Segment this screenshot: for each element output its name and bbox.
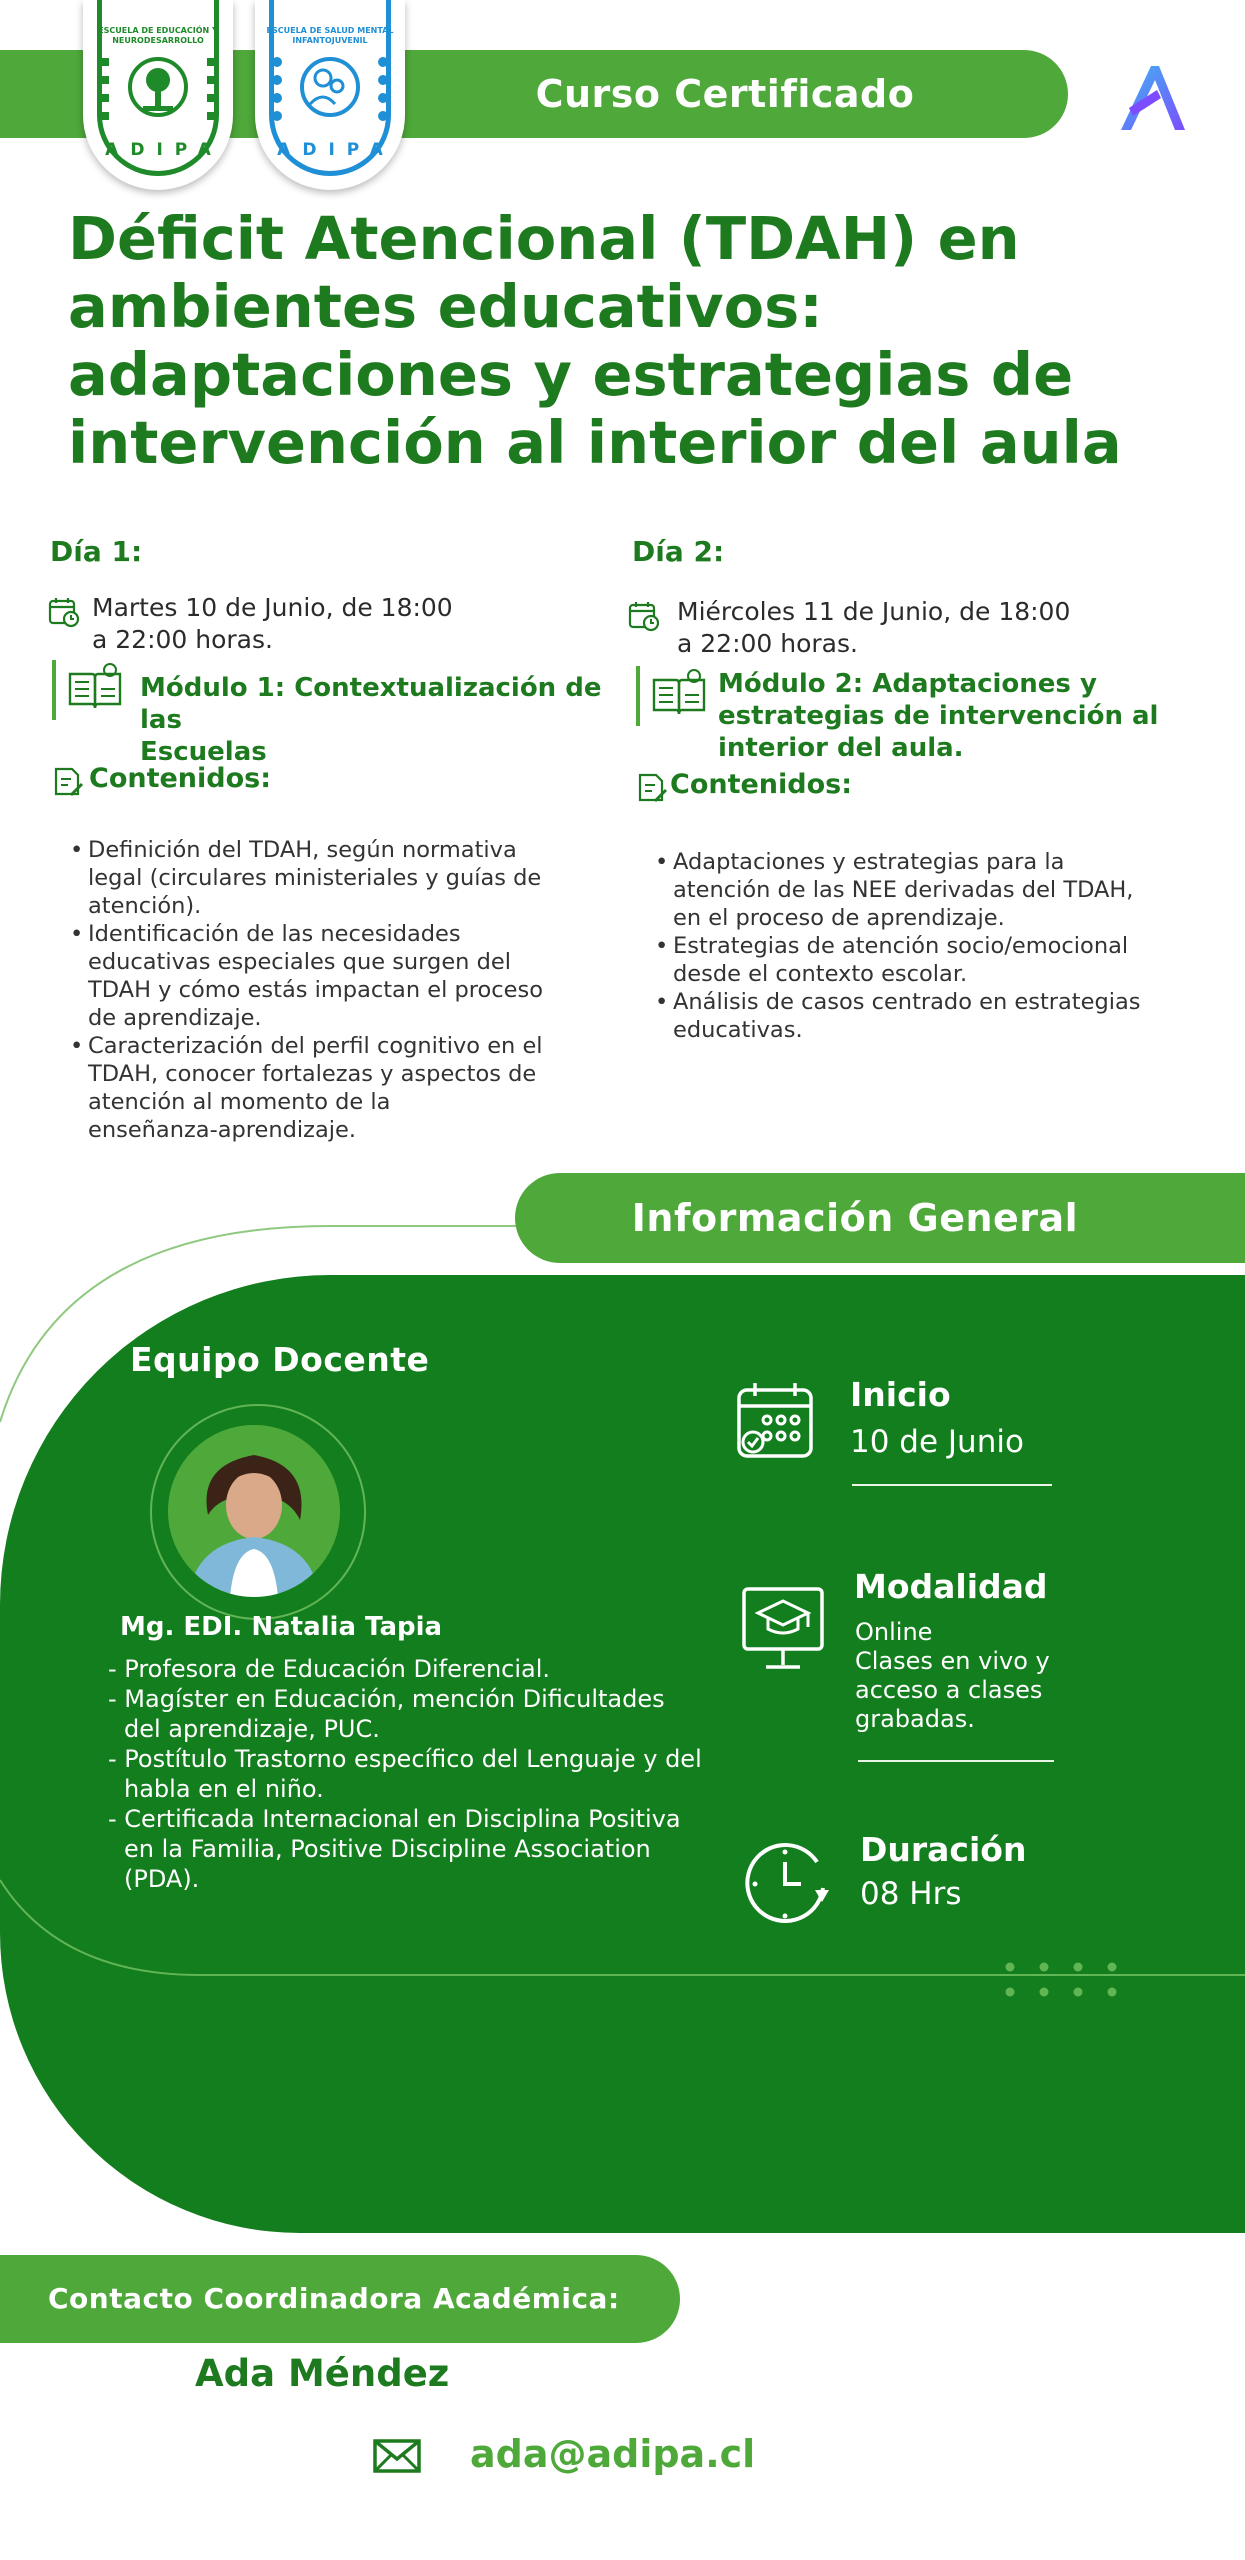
credential-line: - Postítulo Trastorno específico del Lenguaje y del habla en el niño. bbox=[108, 1745, 702, 1803]
document-edit-icon bbox=[52, 766, 84, 798]
open-book-icon bbox=[650, 666, 708, 720]
day2-date: Miércoles 11 de Junio, de 18:00 a 22:00 horas. bbox=[677, 597, 1071, 658]
clock-icon bbox=[743, 1840, 835, 1926]
contact-email-link[interactable]: ada@adipa.cl bbox=[470, 2432, 756, 2476]
logo-mental-health-school bbox=[255, 0, 405, 190]
dots-pattern-icon bbox=[97, 50, 219, 140]
day1-contents-label: Contenidos: bbox=[89, 763, 272, 794]
day1-module: Módulo 1: Contextualización de las Escuelas bbox=[140, 673, 602, 767]
logo2-word: ADIPA bbox=[277, 140, 395, 160]
contact-name: Ada Méndez bbox=[195, 2352, 450, 2395]
list-item: • Estrategias de atención socio/emocional desde el contexto escolar. bbox=[655, 932, 1195, 988]
day2-module: Módulo 2: Adaptaciones y estrategias de intervención al interior del aula. bbox=[718, 669, 1159, 763]
list-item: • Identificación de las necesidades educativas especiales que surgen del TDAH y cómo estás impactan el proceso de aprendizaje. bbox=[70, 920, 590, 1032]
logo1-word: ADIPA bbox=[105, 140, 223, 160]
modalidad-value: Online Clases en vivo y acceso a clases grabadas. bbox=[855, 1618, 1050, 1733]
info-title: Información General bbox=[631, 1196, 1079, 1240]
dots-pattern-icon bbox=[269, 50, 391, 140]
dots-decoration bbox=[1000, 1960, 1130, 2000]
day1-label: Día 1: bbox=[50, 535, 143, 568]
day2-contents-list bbox=[655, 848, 1195, 1044]
day2-label: Día 2: bbox=[632, 535, 725, 568]
contact-title: Contacto Coordinadora Académica: bbox=[48, 2282, 620, 2315]
modalidad-label: Modalidad bbox=[854, 1567, 1048, 1606]
avatar bbox=[168, 1425, 340, 1597]
credential-line: - Magíster en Educación, mención Dificultades del aprendizaje, PUC. bbox=[108, 1685, 665, 1743]
person-photo-icon bbox=[168, 1425, 340, 1597]
list-item: • Caracterización del perfil cognitivo en el TDAH, conocer fortalezas y aspectos de atención al momento de la enseñanza-aprendizaje. bbox=[70, 1032, 590, 1144]
teacher-credentials bbox=[108, 1654, 708, 1894]
duracion-value: 08 Hrs bbox=[860, 1876, 962, 1912]
teacher-name: Mg. EDI. Natalia Tapia bbox=[120, 1612, 443, 1642]
calendar-clock-icon bbox=[48, 596, 80, 628]
credential-line: - Profesora de Educación Diferencial. bbox=[108, 1655, 551, 1683]
day1-date: Martes 10 de Junio, de 18:00 a 22:00 horas. bbox=[92, 593, 453, 654]
calendar-clock-icon bbox=[628, 600, 660, 632]
inicio-value: 10 de Junio bbox=[850, 1424, 1024, 1460]
divider bbox=[858, 1760, 1054, 1762]
day1-module-bar bbox=[52, 660, 56, 720]
logo-education-school bbox=[83, 0, 233, 190]
logo1-caption: ESCUELA DE EDUCACIÓN Y NEURODESARROLLO bbox=[98, 26, 218, 45]
credential-line: - Certificada Internacional en Disciplina Positiva en la Familia, Positive Discipline Association (PDA). bbox=[108, 1805, 681, 1893]
calendar-icon bbox=[735, 1380, 817, 1462]
day1-contents-list bbox=[70, 836, 590, 1144]
adipa-brand-icon bbox=[1115, 60, 1190, 135]
online-class-icon bbox=[740, 1585, 826, 1677]
divider bbox=[852, 1484, 1052, 1486]
document-edit-icon bbox=[636, 772, 668, 804]
logo2-caption: ESCUELA DE SALUD MENTAL INFANTOJUVENIL bbox=[266, 26, 394, 45]
list-item: • Adaptaciones y estrategias para la atención de las NEE derivadas del TDAH, en el proceso de aprendizaje. bbox=[655, 848, 1195, 932]
inicio-label: Inicio bbox=[850, 1375, 951, 1414]
open-book-icon bbox=[66, 660, 124, 714]
duracion-label: Duración bbox=[860, 1830, 1027, 1869]
course-title: Déficit Atencional (TDAH) en ambientes educativos: adaptaciones y estrategias de intervención al interior del aula bbox=[68, 204, 1122, 477]
team-title: Equipo Docente bbox=[130, 1340, 430, 1379]
list-item: • Análisis de casos centrado en estrategias educativas. bbox=[655, 988, 1195, 1044]
list-item: • Definición del TDAH, según normativa legal (circulares ministeriales y guías de atención). bbox=[70, 836, 590, 920]
day2-contents-label: Contenidos: bbox=[670, 769, 853, 800]
course-badge: Curso Certificado bbox=[535, 72, 915, 116]
mail-icon bbox=[372, 2438, 422, 2474]
day2-module-bar bbox=[636, 666, 640, 726]
